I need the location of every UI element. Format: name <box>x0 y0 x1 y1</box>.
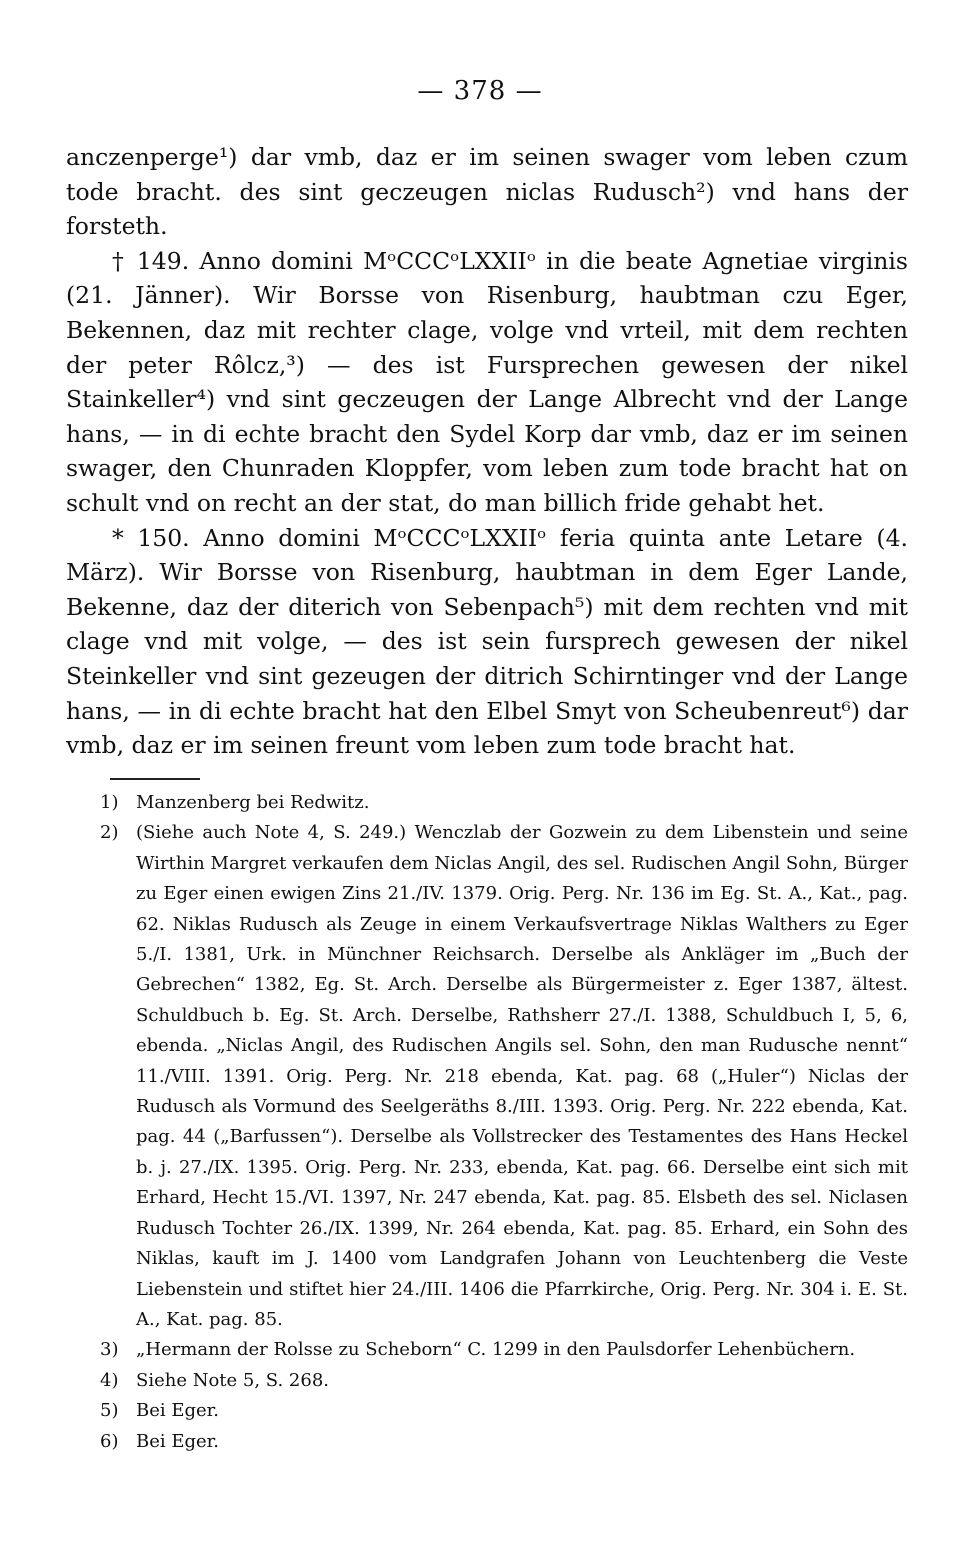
footnote-number: 2) <box>100 822 119 844</box>
footnote-number: 4) <box>100 1369 119 1391</box>
footnotes <box>100 788 908 1457</box>
footnote-divider <box>110 778 200 780</box>
entry-149: † 149. Anno domini MᵒCCCᵒLXXIIᵒ in die beate Agnetiae virginis (21. Jänner). Wir Borsse von Risenburg, haubtman czu Eger, Bekennen, daz mit rechter clage, volge vnd vrteil, mit dem rechten der peter Rôlcz,³) — des ist Fursprechen gewesen der nikel Stainkeller⁴) vnd sint geczeugen der Lange Albrecht vnd der Lange hans, — in di echte bracht den Sydel Korp dar vmb, daz er im seinen swager, den Chunraden Kloppfer, vom leben zum tode bracht hat on schult vnd on recht an der stat, do man billich fride gehabt het. <box>66 246 908 517</box>
footnote-1 <box>100 788 908 818</box>
footnote-6 <box>100 1427 908 1457</box>
footnote-text: Manzenberg bei Redwitz. <box>136 792 370 813</box>
main-text <box>66 140 908 763</box>
page-number: — 378 — <box>417 76 543 106</box>
footnote-text: Siehe Note 5, S. 268. <box>136 1369 330 1391</box>
footnote-text: Bei Eger. <box>136 1400 220 1422</box>
footnote-text: Bei Eger. <box>136 1430 220 1452</box>
footnote-5 <box>100 1396 908 1426</box>
entry-150: * 150. Anno domini MᵒCCCᵒLXXIIᵒ feria quinta ante Letare (4. März). Wir Borsse von Risenburg, haubtman in dem Eger Lande, Bekenne, daz der diterich von Sebenpach⁵) mit dem rechten vnd mit clage vnd mit volge, — des ist sein fursprech gewesen der nikel Steinkeller vnd sint gezeugen der ditrich Schirntinger vnd der Lange hans, — in di echte bracht hat den Elbel Smyt von Scheubenreut⁶) dar vmb, daz er im seinen freunt vom leben zum tode bracht hat. <box>66 523 908 760</box>
paragraph-continuation: anczenperge¹) dar vmb, daz er im seinen swager vom leben czum tode bracht. des sint geczeugen niclas Rudusch²) vnd hans der forsteth. <box>66 143 908 241</box>
footnote-4 <box>100 1366 908 1396</box>
footnote-2 <box>100 818 908 1335</box>
footnote-number: 1) <box>100 792 119 813</box>
footnote-3 <box>100 1335 908 1365</box>
footnote-text: (Siehe auch Note 4, S. 249.) Wenczlab der Gozwein zu dem Libenstein und seine Wirthin Margret verkaufen dem Niclas Angil, des sel. Rudischen Angil Sohn, Bürger zu Eger einen ewigen Zins 21./IV. 1379. Orig. Perg. Nr. 136 im Eg. St. A., Kat., pag. 62. Niklas Rudusch als Zeuge in einem Verkaufsvertrage Niklas Walthers zu Eger 5./I. 1381, Urk. in Münchner Reichsarch. Derselbe als Ankläger im „Buch der Gebrechen“ 1382, Eg. St. Arch. Derselbe als Bürgermeister z. Eger 1387, ältest. Schuldbuch b. Eg. St. Arch. Derselbe, Rathsherr 27./I. 1388, Schuldbuch I, 5, 6, ebenda. „Niclas Angil, des Rudischen Angils sel. Sohn, den man Rudusche nennt“ 11./VIII. 1391. Orig. Perg. Nr. 218 ebenda, Kat. pag. 68 („Huler“) Niclas der Rudusch als Vormund des Seelgeräths 8./III. 1393. Orig. Perg. Nr. 222 ebenda, Kat. pag. 44 („Barfussen“). Derselbe als Vollstrecker des Testamentes des Hans Heckel b. j. 27./IX. 1395. Orig. Perg. Nr. 233, ebenda, Kat. pag. 66. Derselbe eint sich mit Erhard, Hecht 15./VI. 1397, Nr. 247 ebenda, Kat. pag. 85. Elsbeth des sel. Niclasen Rudusch Tochter 26./IX. 1399, Nr. 264 ebenda, Kat. pag. 85. Erhard, ein Sohn des Niklas, kauft im J. 1400 vom Landgrafen Johann von Leuchtenberg die Veste Liebenstein und stiftet hier 24./III. 1406 die Pfarrkirche, Orig. Perg. Nr. 304 i. E. St. A., Kat. pag. 85. <box>136 822 908 1330</box>
footnote-number: 5) <box>100 1400 119 1422</box>
footnote-number: 3) <box>100 1339 119 1361</box>
footnote-text: „Hermann der Rolsse zu Scheborn“ C. 1299 in den Paulsdorfer Lehenbüchern. <box>136 1339 856 1361</box>
footnote-number: 6) <box>100 1430 119 1452</box>
